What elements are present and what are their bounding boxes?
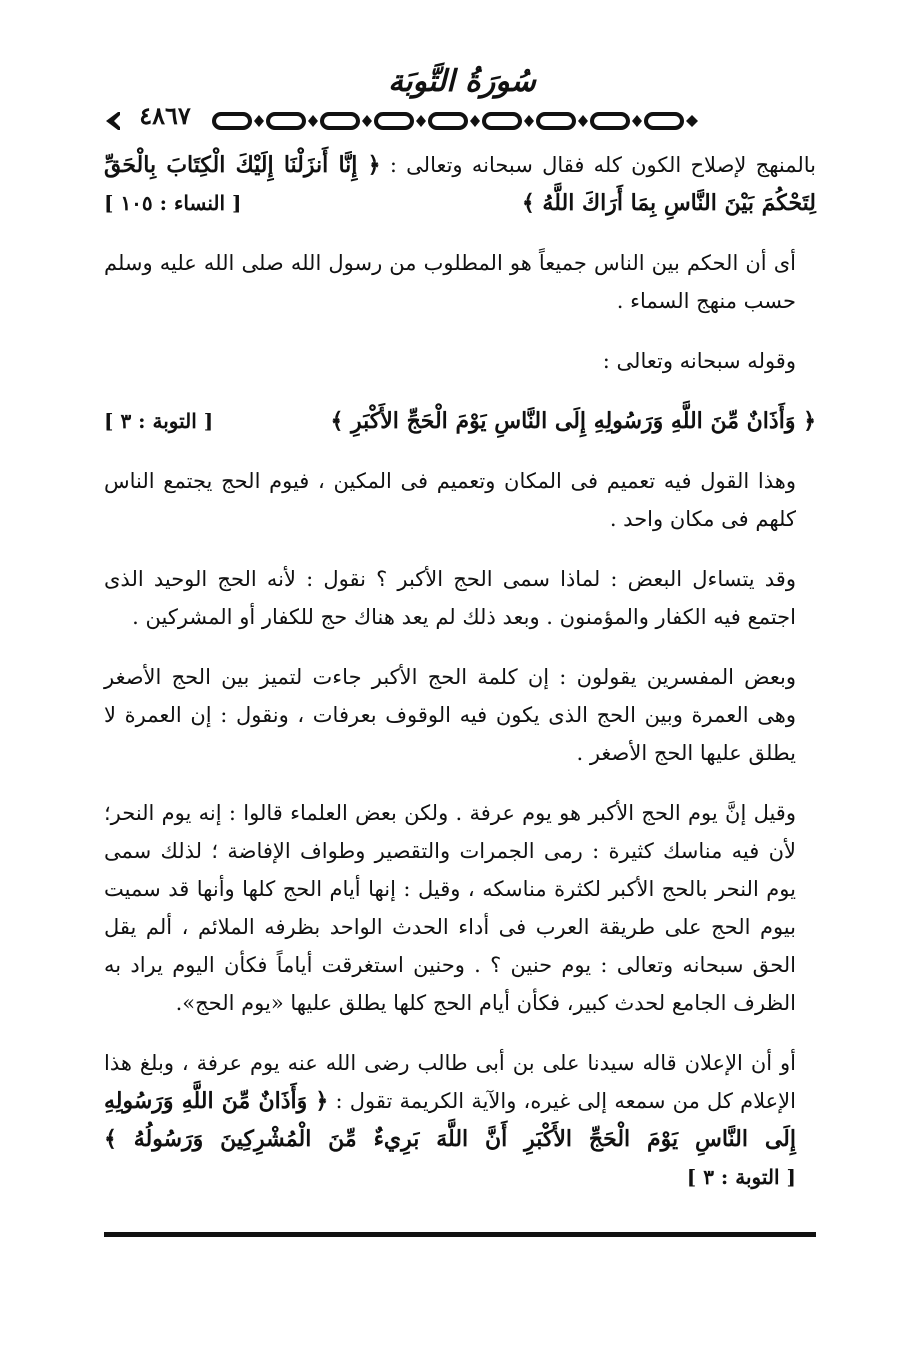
verse-reference-tawbah: [ التوبة : ٣ ]: [104, 409, 214, 433]
paragraph-1-text: بالمنهج لإصلاح الكون كله فقال سبحانه وتعالى :: [389, 153, 816, 177]
paragraph-2: أى أن الحكم بين الناس جميعاً هو المطلوب من رسول الله صلى الله عليه وسلم حسب منهج السماء .: [104, 251, 796, 313]
page-number: ٤٨٦٧: [120, 99, 210, 133]
paragraph-7: وبعض المفسرين يقولون : إن كلمة الحج الأكبر جاءت لتميز بين الحج الأصغر وهى العمرة وبين الحج الذى يكون فيه الوقوف بعرفات ، ونقول : إن العمرة لا يطلق عليها الحج الأصغر .: [104, 665, 796, 765]
paragraph-3: وقوله سبحانه وتعالى :: [602, 349, 796, 373]
footer-rule: [104, 1232, 816, 1237]
quran-verse-tawbah-full: ﴿ وَأَذَانٌ مِّنَ اللَّهِ وَرَسُولِهِ إِلَى النَّاسِ يَوْمَ الْحَجِّ الأَكْبَرِ أَنَّ اللَّهَ بَرِيءٌ مِّنَ الْمُشْرِكِينَ وَرَسُولُهُ ﴾: [104, 1088, 796, 1152]
paragraph-5: وهذا القول فيه تعميم فى المكان وتعميم فى المكين ، فيوم الحج يجتمع الناس كلهم فى مكان واحد .: [104, 469, 796, 531]
verse-reference-tawbah-2: [ التوبة : ٣ ]: [686, 1165, 796, 1189]
paragraph-9: [104, 1044, 816, 1196]
paragraph-1: [104, 146, 816, 222]
paragraph-9-text: أو أن الإعلان قاله سيدنا على بن أبى طالب رضى الله عنه يوم عرفة ، وبلغ هذا الإعلام كل من سمعه إلى غيره، والآية الكريمة تقول :: [104, 1051, 796, 1113]
verse-reference-nisa: [ النساء : ١٠٥ ]: [104, 191, 242, 215]
paragraph-6: وقد يتساءل البعض : لماذا سمى الحج الأكبر ؟ نقول : لأنه الحج الوحيد الذى اجتمع فيه الكفار والمؤمنون . وبعد ذلك لم يعد هناك حج للكفار أو المشركين .: [104, 567, 796, 629]
quran-verse-tawbah: ﴿ وَأَذَانٌ مِّنَ اللَّهِ وَرَسُولِهِ إِلَى النَّاسِ يَوْمَ الْحَجِّ الأَكْبَرِ ﴾: [330, 408, 816, 434]
verse-line-tawbah: [104, 402, 816, 440]
page-body: [104, 146, 816, 1216]
surah-title: سُورَةُ التَّوبَة: [388, 64, 536, 99]
quran-verse-nisa: ﴿ إِنَّا أَنزَلْنَا إِلَيْكَ الْكِتَابَ بِالْحَقِّ لِتَحْكُمَ بَيْنَ النَّاسِ بِمَا أَرَاكَ اللَّهُ ﴾: [104, 152, 816, 216]
paragraph-8: وقيل إنَّ يوم الحج الأكبر هو يوم عرفة . ولكن بعض العلماء قالوا : إنه يوم النحر؛ لأن فيه مناسك كثيرة : رمى الجمرات والتقصير وطواف الإفاضة ؛ لذلك سمى يوم النحر بالحج الأكبر لكثرة مناسكه ، وقيل : إنها أيام الحج كلها وأنها قد سميت بيوم الحج على طريقة العرب فى أداء الحدث الواحد بظرفه الملائم ، ألم يقل الحق سبحانه وتعالى : يوم حنين ؟ . وحنين استغرقت أياماً فكأن اليوم يراد به الظرف الجامع لحدث كبير، فكأن أيام الحج كلها يطلق عليها «يوم الحج».: [104, 801, 796, 1015]
